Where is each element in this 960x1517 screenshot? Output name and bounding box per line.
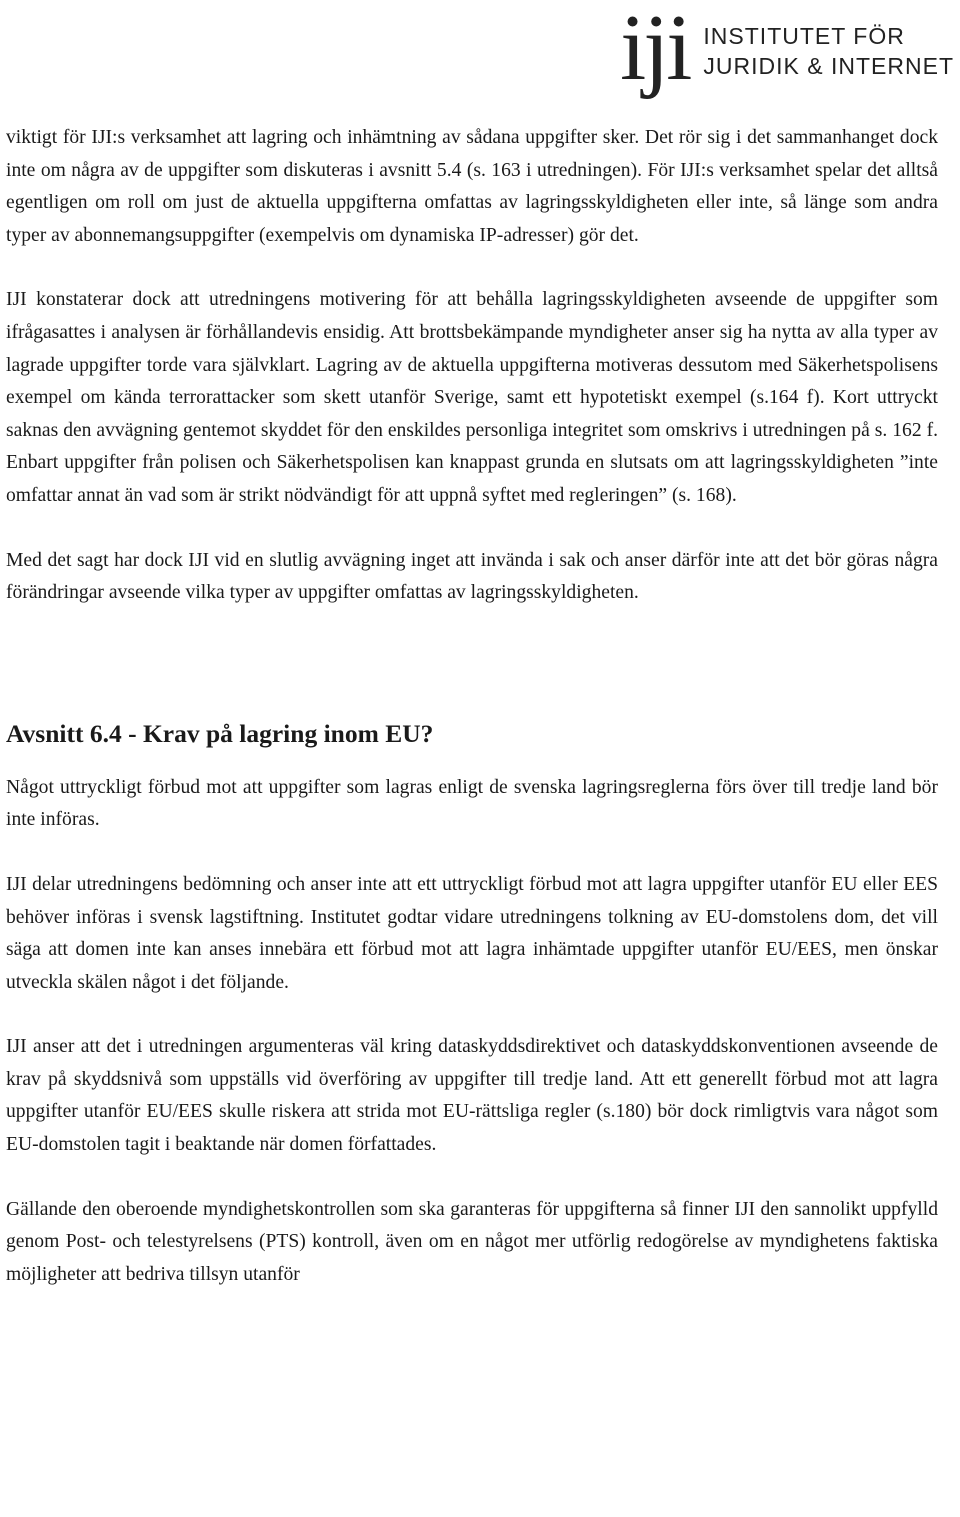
- document-body: [6, 122, 938, 1291]
- paragraph: Med det sagt har dock IJI vid en slutlig avvägning inget att invända i sak och anser därför inte att det bör göras några förändringar avseende vilka typer av uppgifter omfattas av lagringsskyldigheten.: [6, 549, 938, 604]
- paragraph: IJI konstaterar dock att utredningens motivering för att behålla lagringsskyldigheten avseende de uppgifter som ifrågasattes i analysen är förhållandevis ensidig. Att brottsbekämpande myndigheter anser sig ha nytta av alla typer av lagrade uppgifter torde vara självklart. Lagring av de aktuella uppgifterna motiveras dessutom med Säkerhetspolisens exempel om kända terrorattacker som skett utanför Sverige, samt ett hypotetiskt exempel (s.164 f). Kort uttryckt saknas den avvägning gentemot skyddet för den enskildes personliga integritet som omskrivs i utredningen på s. 162 f. Enbart uppgifter från polisen och Säkerhetspolisen kan knappast grunda en slutsats om att lagringsskyldigheten ”inte omfattar annat än vad som är strikt nödvändigt för att uppnå syftet med regleringen” (s. 168).: [6, 289, 938, 506]
- logo-line-1: INSTITUTET FÖR: [703, 23, 905, 49]
- logo-text: [703, 15, 954, 81]
- logo-line-2: JURIDIK & INTERNET: [703, 53, 954, 79]
- institute-logo: [620, 0, 954, 100]
- paragraph: Gällande den oberoende myndighetskontrollen som ska garanteras för uppgifterna så finner IJI den sannolikt uppfylld genom Post- och telestyrelsens (PTS) kontroll, även om en något mer utförlig redogörelse av myndighetens faktiska möjligheter att bedriva tillsyn utanför: [6, 1198, 938, 1285]
- paragraph: viktigt för IJI:s verksamhet att lagring och inhämtning av sådana uppgifter sker. Det rör sig i det sammanhanget dock inte om några av de uppgifter som diskuteras i avsnitt 5.4 (s. 163 i utredningen). För IJI:s verksamhet spelar det alltså egentligen om roll om just de aktuella uppgifterna omfattas av lagringsskyldigheten eller inte, så länge som andra typer av abonnemangsuppgifter (exempelvis om dynamiska IP-adresser) gör det.: [6, 127, 938, 246]
- logo-mark: iji: [620, 0, 690, 100]
- section-heading: Avsnitt 6.4 - Krav på lagring inom EU?: [6, 718, 434, 748]
- paragraph: IJI delar utredningens bedömning och anser inte att ett uttryckligt förbud mot att lagra uppgifter utanför EU eller EES behöver införas i svensk lagstiftning. Institutet godtar vidare utredningens tolkning av EU-domstolens dom, det vill säga att domen inte kan anses innebära ett förbud mot att lagra inhämtade uppgifter utanför EU/EES, men önskar utveckla skälen något i det följande.: [6, 873, 938, 993]
- paragraph: Något uttryckligt förbud mot att uppgifter som lagras enligt de svenska lagringsreglerna förs över till tredje land bör inte införas.: [6, 776, 938, 831]
- paragraph: IJI anser att det i utredningen argumenteras väl kring dataskyddsdirektivet och dataskyddskonventionen avseende de krav på skyddsnivå som uppställs vid överföring av uppgifter till tredje land. Att ett generellt förbud mot att lagra uppgifter utanför EU/EES skulle riskera att strida mot EU-rättsliga regler (s.180) bör dock rimligtvis vara något som EU-domstolen tagit i beaktande när domen författades.: [6, 1036, 938, 1156]
